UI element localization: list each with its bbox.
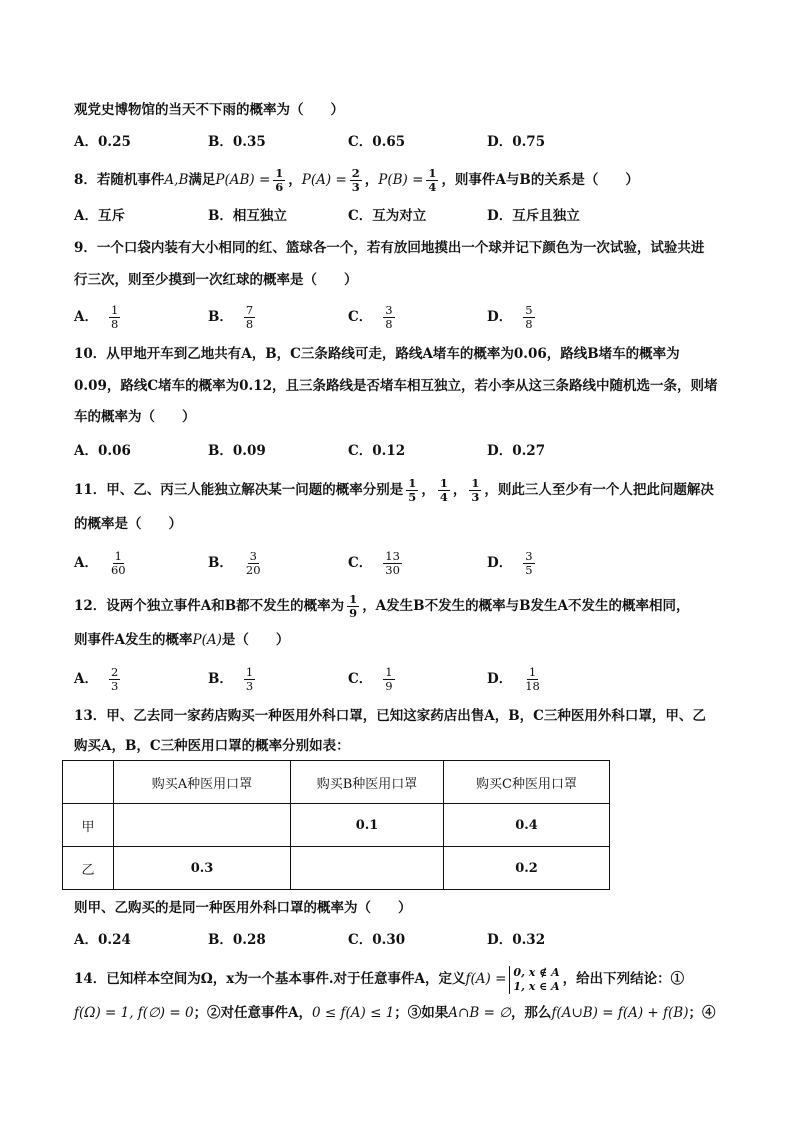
table-cell [291,847,444,890]
q11-option-c[interactable]: C． $\frac{13}{30}$ [348,549,400,577]
table-row [63,804,610,847]
q10-option-d[interactable]: D．0.27 [487,443,546,459]
table-row [63,847,610,890]
q6-option-d[interactable]: D．0.75 [487,134,546,150]
q8-option-a[interactable]: A．互斥 [74,208,125,224]
q9-stem-line2: 行三次，则至少摸到一次红球的概率是（ ） [74,272,358,288]
q13-question: 则甲、乙购买的是同一种医用外科口罩的概率为（ ） [74,900,412,916]
table-header-cell [63,761,114,804]
q8-stem: 8．若随机事件A,B满足P(AB) = $\frac{1}{6}$ ，P(A) = $\frac{2}{3}$ ，P(B) = $\frac{1}{4}$ ，则事件A与B的关系是（ ） [74,166,639,194]
q6-option-b[interactable]: B．0.35 [208,134,266,150]
q8-option-b[interactable]: B．相互独立 [208,208,287,224]
q9-option-b[interactable]: B． $\frac{7}{8}$ [208,303,254,331]
q10-option-b[interactable]: B．0.09 [208,443,266,459]
q13-option-c[interactable]: C．0.30 [348,932,406,948]
q11-option-d[interactable]: D． $\frac{3}{5}$ [487,549,533,577]
table-header-row [63,761,610,804]
q10-stem-line2: 0.09，路线C堵车的概率为0.12，且三条路线是否堵车相互独立，若小李从这三条路线中随机选一条，则堵 [74,378,718,394]
q8-frac-pb: $\frac{1}{4}$ [428,166,437,194]
table-header-cell: 购买B种医用口罩 [291,761,444,804]
table-cell: 0.2 [444,847,610,890]
q10-option-a[interactable]: A．0.06 [74,443,131,459]
q10-stem-line3: 车的概率为（ ） [74,409,196,425]
table-header-cell: 购买A种医用口罩 [114,761,291,804]
q8-frac-pab: $\frac{1}{6}$ [275,166,284,194]
q8-option-d[interactable]: D．互斥且独立 [487,208,580,224]
q13-option-d[interactable]: D．0.32 [487,932,546,948]
q8-frac-pa: $\frac{2}{3}$ [351,166,360,194]
q9-option-d[interactable]: D． $\frac{5}{8}$ [487,303,533,331]
q6-tail: 观党史博物馆的当天不下雨的概率为（ ） [74,102,344,118]
q6-option-c[interactable]: C．0.65 [348,134,406,150]
q12-option-b[interactable]: B． $\frac{1}{3}$ [208,665,254,693]
q6-option-a[interactable]: A．0.25 [74,134,131,150]
q10-stem-line1: 10．从甲地开车到乙地共有A，B，C三条路线可走，路线A堵车的概率为0.06，路线B堵车的概率为 [74,346,680,362]
q12-stem-line2: 则事件A发生的概率P(A)是（ ） [74,632,290,648]
q13-stem-line2: 购买A，B，C三种医用口罩的概率分别如表： [74,738,350,754]
table-cell: 0.4 [444,804,610,847]
q14-stem-line2: f(Ω) = 1, f(∅) = 0；②对任意事件A，0 ≤ f(A) ≤ 1；③如果A∩B = ∅，那么f(A∪B) = f(A) + f(B)；④ [74,1005,716,1021]
q12-stem-line1: 12．设两个独立事件A和B都不发生的概率为 $\frac{1}{9}$ ，A发生B不发生的概率与B发生A不发生的概率相同， [74,592,690,620]
probability-table [62,760,610,890]
q8-option-c[interactable]: C．互为对立 [348,208,427,224]
q10-option-c[interactable]: C．0.12 [348,443,406,459]
q13-option-b[interactable]: B．0.28 [208,932,266,948]
piecewise-definition: 0, x ∉ A 1, x ∈ A [509,966,559,994]
q9-option-a[interactable]: A． $\frac{1}{8}$ [74,303,119,331]
q11-option-b[interactable]: B． $\frac{3}{20}$ [208,549,261,577]
q9-stem-line1: 9．一个口袋内装有大小相同的红、篮球各一个，若有放回地摸出一个球并记下颜色为一次试验，试验共进 [74,240,705,256]
q13-option-a[interactable]: A．0.24 [74,932,131,948]
table-cell [114,804,291,847]
q13-stem-line1: 13．甲、乙去同一家药店购买一种医用外科口罩，已知这家药店出售A，B，C三种医用外科口罩，甲、乙 [74,708,706,724]
table-cell: 乙 [63,847,114,890]
q11-option-a[interactable]: A． $\frac{1}{60}$ [74,549,126,577]
table-cell: 甲 [63,804,114,847]
q12-option-c[interactable]: C． $\frac{1}{9}$ [348,665,393,693]
q11-stem-line1: 11．甲、乙、丙三人能独立解决某一问题的概率分别是 $\frac{1}{5}$ ， $\frac{1}{4}$ ， $\frac{1}{3}$ ，则此三人至少有一个人把此问题解决 [74,476,714,504]
q12-option-d[interactable]: D． $\frac{1}{18}$ [487,665,540,693]
table-header-cell: 购买C种医用口罩 [444,761,610,804]
table-cell: 0.3 [114,847,291,890]
q11-stem-line2: 的概率是（ ） [74,516,182,532]
table-cell: 0.1 [291,804,444,847]
q9-option-c[interactable]: C． $\frac{3}{8}$ [348,303,393,331]
q14-stem-line1: 14．已知样本空间为Ω，x为一个基本事件.对于任意事件A，定义f(A) = 0, x ∉ A 1, x ∈ A ，给出下列结论：① [74,965,685,993]
q12-option-a[interactable]: A． $\frac{2}{3}$ [74,665,119,693]
